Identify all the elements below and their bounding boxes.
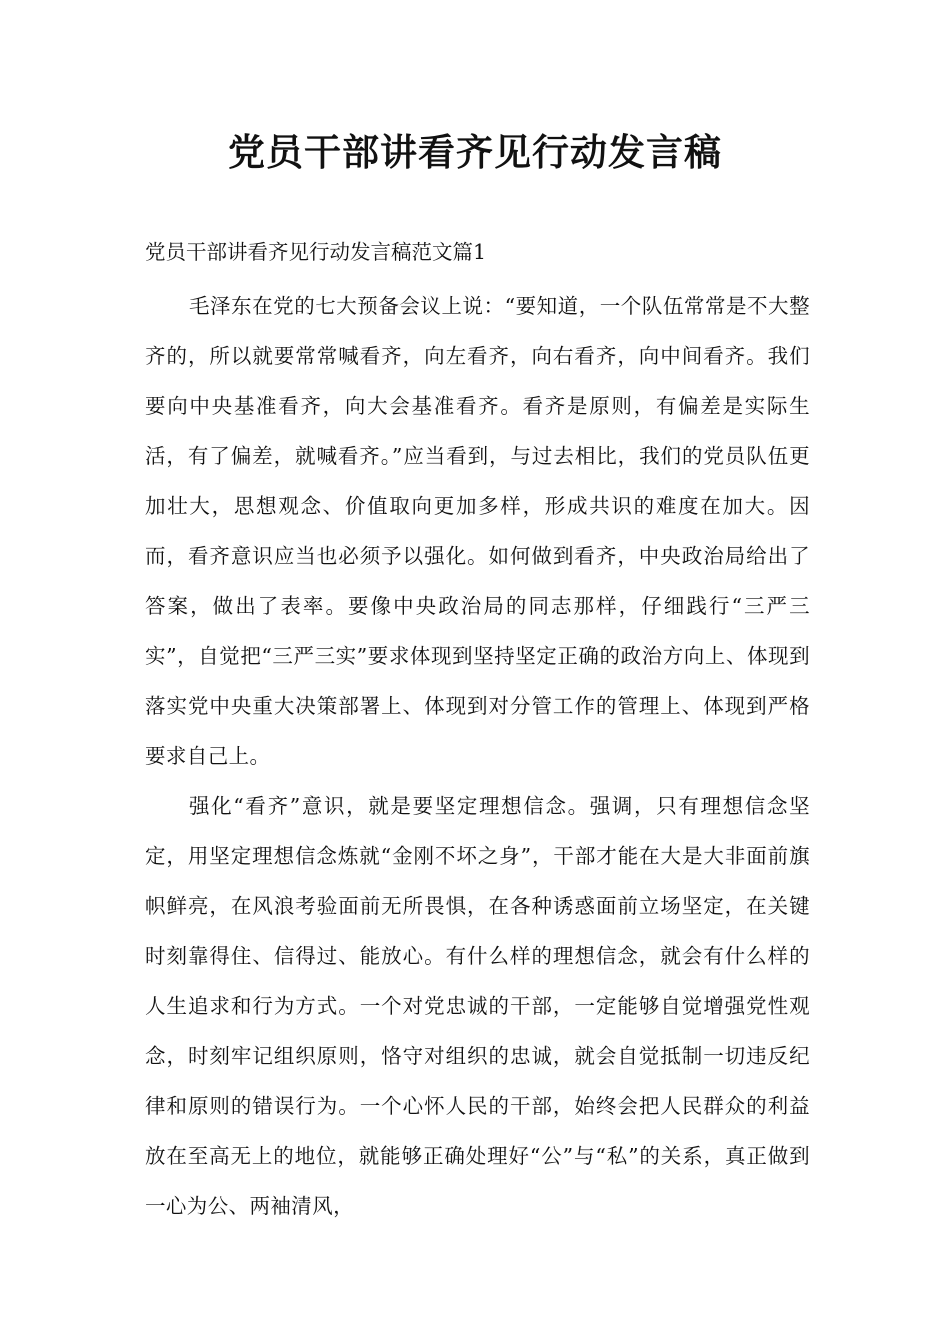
document-subtitle: 党员干部讲看齐见行动发言稿范文篇1 [145,240,487,264]
document-body [145,281,810,1231]
paragraph-1: 毛泽东在党的七大预备会议上说：“要知道，一个队伍常常是不大整齐的，所以就要常常喊看齐，向左看齐，向右看齐，向中间看齐。我们要向中央基准看齐，向大会基准看齐。看齐是原则，有偏差是实际生活，有了偏差，就喊看齐。”应当看到，与过去相比，我们的党员队伍更加壮大，思想观念、价值取向更加多样，形成共识的难度在加大。因而，看齐意识应当也必须予以强化。如何做到看齐，中央政治局给出了答案，做出了表率。要像中央政治局的同志那样，仔细践行“三严三实”，自觉把“三严三实”要求体现到坚持坚定正确的政治方向上、体现到落实党中央重大决策部署上、体现到对分管工作的管理上、体现到严格要求自己上。 [145,294,810,768]
document-title: 党员干部讲看齐见行动发言稿 [228,131,722,174]
paragraph-2: 强化“看齐”意识，就是要坚定理想信念。强调，只有理想信念坚定，用坚定理想信念炼就“金刚不坏之身”，干部才能在大是大非面前旗帜鲜亮，在风浪考验面前无所畏惧，在各种诱惑面前立场坚定，在关键时刻靠得住、信得过、能放心。有什么样的理想信念，就会有什么样的人生追求和行为方式。一个对党忠诚的干部，一定能够自觉增强党性观念，时刻牢记组织原则，恪守对组织的忠诚，就会自觉抵制一切违反纪律和原则的错误行为。一个心怀人民的干部，始终会把人民群众的利益放在至高无上的地位，就能够正确处理好“公”与“私”的关系，真正做到一心为公、两袖清风， [145,794,810,1218]
